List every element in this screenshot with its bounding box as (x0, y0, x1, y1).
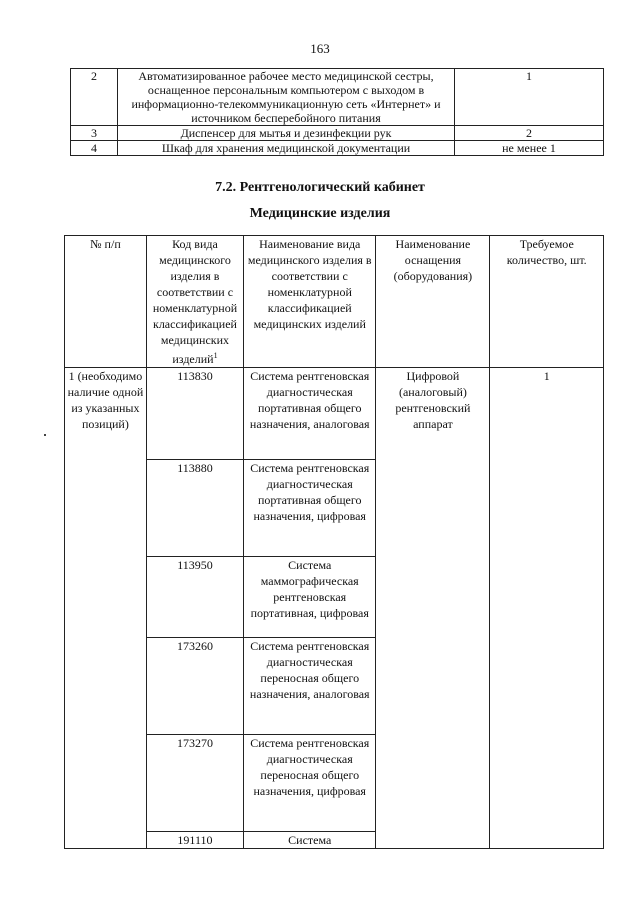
item-quantity: не менее 1 (455, 141, 604, 156)
section-title: 7.2. Рентгенологический кабинет (215, 180, 425, 195)
device-code: 173260 (146, 638, 243, 735)
item-quantity: 1 (455, 69, 604, 126)
medical-devices-table (64, 235, 604, 849)
device-code: 113830 (146, 368, 243, 460)
item-name: Автоматизированное рабочее место медицинской сестры, оснащенное персональным компьютером с выходом в информационно-телекоммуникационную сеть «Интернет» и источником бесперебойного питания (118, 69, 455, 126)
device-name: Система маммографическая рентгеновская портативная, цифровая (244, 557, 376, 638)
device-code: 173270 (146, 735, 243, 832)
subsection-title: Медицинские изделия (249, 206, 391, 221)
header-equipment: Наименование оснащения (оборудования) (376, 236, 490, 368)
row-number: 2 (71, 69, 118, 126)
top-table (70, 68, 604, 156)
required-quantity: 1 (490, 368, 604, 849)
item-name: Диспенсер для мытья и дезинфекции рук (118, 126, 455, 141)
table-row (65, 368, 604, 460)
group-number: 1 (необходимо наличие одной из указанных позиций) (65, 368, 147, 849)
header-code (146, 236, 243, 368)
item-quantity: 2 (455, 126, 604, 141)
row-number: 3 (71, 126, 118, 141)
device-name: Система рентгеновская диагностическая переносная общего назначения, аналоговая (244, 638, 376, 735)
table-header-row (65, 236, 604, 368)
device-name: Система (244, 832, 376, 849)
table-row (71, 69, 604, 126)
footnote-mark: 1 (213, 351, 218, 360)
header-code-text: Код вида медицинского изделия в соответствии с номенклатурной классификацией медицинских изделий (152, 237, 238, 366)
header-num: № п/п (65, 236, 147, 368)
device-code: 191110 (146, 832, 243, 849)
equipment-name: Цифровой (аналоговый) рентгеновский аппарат (376, 368, 490, 849)
page-number: 163 (310, 41, 330, 56)
margin-mark (44, 434, 46, 436)
header-name: Наименование вида медицинского изделия в соответствии с номенклатурной классификацией медицинских изделий (244, 236, 376, 368)
item-name: Шкаф для хранения медицинской документации (118, 141, 455, 156)
header-quantity: Требуемое количество, шт. (490, 236, 604, 368)
device-code: 113950 (146, 557, 243, 638)
row-number: 4 (71, 141, 118, 156)
table-row (71, 126, 604, 141)
table-row (71, 141, 604, 156)
device-name: Система рентгеновская диагностическая портативная общего назначения, аналоговая (244, 368, 376, 460)
device-name: Система рентгеновская диагностическая переносная общего назначения, цифровая (244, 735, 376, 832)
device-name: Система рентгеновская диагностическая портативная общего назначения, цифровая (244, 460, 376, 557)
device-code: 113880 (146, 460, 243, 557)
